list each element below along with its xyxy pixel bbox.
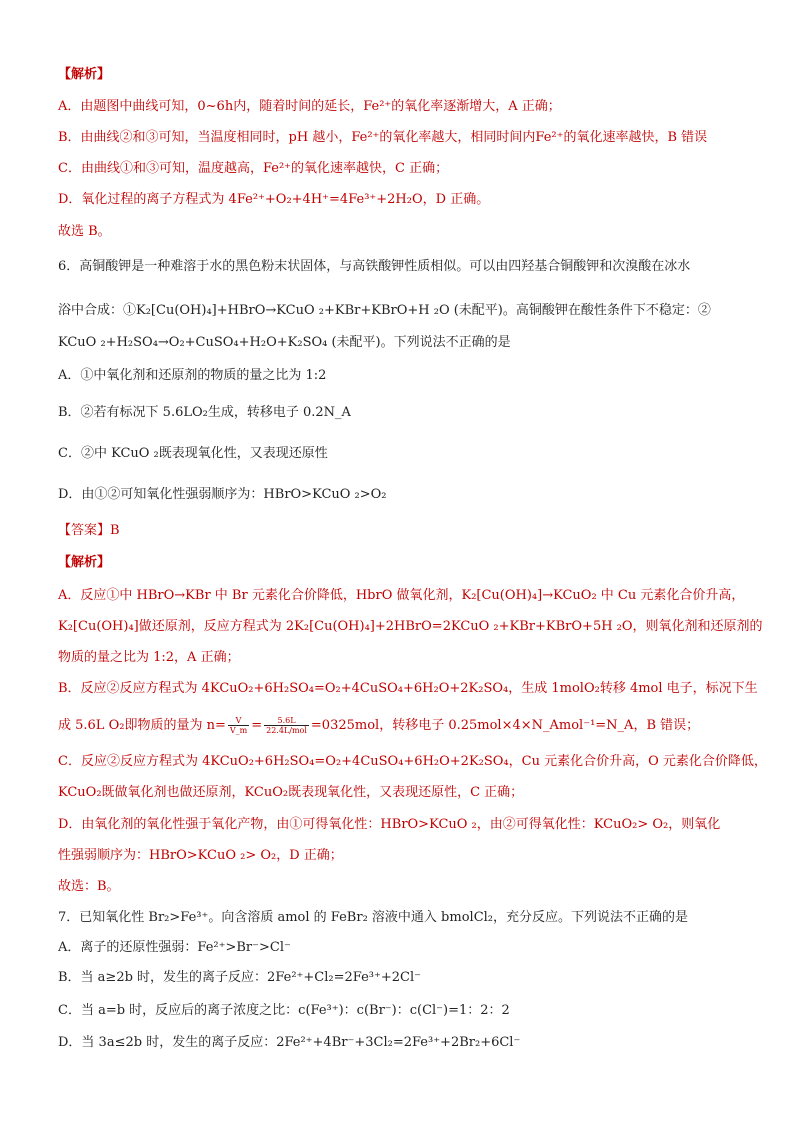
q6-explanation-a-line-1: A．反应①中 HBrO→KBr 中 Br 元素化合价降低，HbrO 做氧化剂，K₂[Cu(OH)₄]→KCuO₂ 中 Cu 元素化合价升高， xyxy=(58,588,745,603)
q6-analysis-label: 【解析】 xyxy=(58,555,111,570)
q6-explanation-b-line-1: B．反应②反应方程式为 4KCuO₂+6H₂SO₄=O₂+4CuSO₄+6H₂O+2K₂SO₄，生成 1molO₂转移 4mol 电子，标况下生 xyxy=(58,681,758,696)
q6-explanation-d-line-2: 性强弱顺序为：HBrO>KCuO ₂> O₂，D 正确； xyxy=(58,848,343,863)
q6-choice: 故选：B。 xyxy=(58,879,120,894)
q7-option-d: D．当 3a≤2b 时，发生的离子反应：2Fe²⁺+4Br⁻+3Cl₂=2Fe³⁺+2Br₂+6Cl⁻ xyxy=(58,1035,521,1050)
q6-option-a: A．①中氧化剂和还原剂的物质的量之比为 1:2 xyxy=(58,368,327,383)
fraction-v-over-vm: $\frac{V}{V\_m}$ xyxy=(229,716,248,735)
q6-option-d: D．由①②可知氧化性强弱顺序为：HBrO>KCuO ₂>O₂ xyxy=(58,487,387,502)
q6-explanation-a-line-3: 物质的量之比为 1:2，A 正确； xyxy=(58,650,240,665)
q6-explanation-c-line-1: C．反应②反应方程式为 4KCuO₂+6H₂SO₄=O₂+4CuSO₄+6H₂O+2K₂SO₄，Cu 元素化合价升高，O 元素化合价降低， xyxy=(58,754,767,769)
q6-exp-b-text-b: =0325mol，转移电子 0.25mol×4×N_Amol⁻¹=N_A，B 错误； xyxy=(310,718,700,733)
q5-explanation-d: D．氧化过程的离子方程式为 4Fe²⁺+O₂+4H⁺=4Fe³⁺+2H₂O，D 正确。 xyxy=(58,192,490,207)
q6-option-c: C．②中 KCuO ₂既表现氧化性，又表现还原性 xyxy=(58,446,328,461)
q6-exp-b-text-a: 成 5.6L O₂即物质的量为 n= xyxy=(58,718,226,733)
q7-option-b: B．当 a≥2b 时，发生的离子反应：2Fe²⁺+Cl₂=2Fe³⁺+2Cl⁻ xyxy=(58,970,421,985)
q5-explanation-a: A．由题图中曲线可知，0~6h内，随着时间的延长，Fe²⁺的氧化率逐渐增大，A 正确； xyxy=(58,99,561,114)
q6-explanation-b-line-2 xyxy=(58,716,699,735)
q7-stem: 7．已知氧化性 Br₂>Fe³⁺。向含溶质 amol 的 FeBr₂ 溶液中通入 bmolCl₂，充分反应。下列说法不正确的是 xyxy=(58,910,689,925)
q6-stem-line-2: 浴中合成：①K₂[Cu(OH)₄]+HBrO→KCuO ₂+KBr+KBrO+H ₂O (未配平)。高铜酸钾在酸性条件下不稳定：② xyxy=(58,303,711,318)
q5-choice: 故选 B。 xyxy=(58,224,111,239)
q7-option-a: A．离子的还原性强弱：Fe²⁺>Br⁻>Cl⁻ xyxy=(58,940,291,955)
q6-option-b: B．②若有标况下 5.6LO₂生成，转移电子 0.2N_A xyxy=(58,405,351,420)
q6-stem-line-1: 6．高铜酸钾是一种难溶于水的黑色粉末状固体，与高铁酸钾性质相似。可以由四羟基合铜酸钾和次溴酸在冰水 xyxy=(58,259,691,274)
fraction-volume-over-molar-volume: $\frac{5.6L}{\text{22.4L/mol}}$ xyxy=(266,716,307,735)
q5-explanation-b: B．由曲线②和③可知，当温度相同时，pH 越小，Fe²⁺的氧化率越大，相同时间内Fe²⁺的氧化速率越快，B 错误 xyxy=(58,130,708,145)
q6-explanation-a-line-2: K₂[Cu(OH)₄]做还原剂，反应方程式为 2K₂[Cu(OH)₄]+2HBrO=2KCuO ₂+KBr+KBrO+5H ₂O，则氧化剂和还原剂的 xyxy=(58,619,763,634)
q6-explanation-c-line-2: KCuO₂既做氧化剂也做还原剂，KCuO₂既表现氧化性，又表现还原性，C 正确； xyxy=(58,785,524,800)
q7-option-c: C．当 a=b 时，反应后的离子浓度之比：c(Fe³⁺)：c(Br⁻)：c(Cl⁻)=1：2：2 xyxy=(58,1003,510,1018)
q6-stem-line-3: KCuO ₂+H₂SO₄→O₂+CuSO₄+H₂O+K₂SO₄ (未配平)。下列说法不正确的是 xyxy=(58,335,511,350)
q6-explanation-d-line-1: D．由氧化剂的氧化性强于氧化产物，由①可得氧化性：HBrO>KCuO ₂，由②可得氧化性：KCuO₂> O₂，则氧化 xyxy=(58,817,721,832)
q5-explanation-c: C．由曲线①和③可知，温度越高，Fe²⁺的氧化速率越快，C 正确； xyxy=(58,161,449,176)
analysis-label: 【解析】 xyxy=(58,67,111,82)
q6-answer: 【答案】B xyxy=(58,523,120,538)
equals-sign: = xyxy=(251,718,263,733)
